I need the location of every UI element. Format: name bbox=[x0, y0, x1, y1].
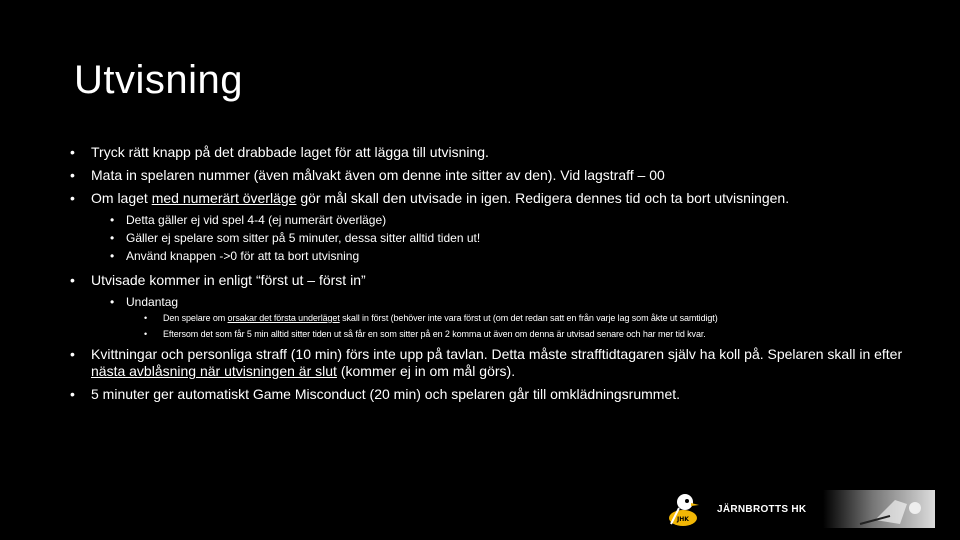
bullet-text: skall in först (behöver inte vara först ut (om det redan satt en från varje lag som åkte ut samtidigt) bbox=[339, 313, 718, 323]
slide-title: Utvisning bbox=[74, 58, 244, 102]
bullet-team-scores bbox=[70, 190, 910, 207]
bullet-text: gör mål skall den utvisade in igen. Redigera dennes tid och ta bort utvisningen. bbox=[296, 190, 790, 206]
svg-text:JHK: JHK bbox=[677, 516, 689, 523]
hockey-photo bbox=[855, 490, 935, 528]
sub-bullet: • Gäller ej spelare som sitter på 5 minuter, dessa sitter alltid tiden ut! bbox=[110, 231, 910, 246]
sub-bullet: • Använd knappen ->0 för att ta bort utvisning bbox=[110, 249, 910, 264]
underlined-text: nästa avblåsning när utvisningen är slut bbox=[91, 363, 337, 379]
bullet-text: Den spelare om bbox=[163, 313, 228, 323]
sub-bullet-exception: • Undantag bbox=[110, 295, 910, 310]
club-logo-banner bbox=[655, 490, 935, 528]
club-name: JÄRNBROTTS HK bbox=[717, 503, 807, 515]
sub-bullet: • Detta gäller ej vid spel 4-4 (ej numerärt överläge) bbox=[110, 213, 910, 228]
sub-sub-bullet: • Eftersom det som får 5 min alltid sitter tiden ut så får en som sitter på en 2 komma ut även om denna är utvisad senare och har mer tid kvar. bbox=[144, 329, 910, 340]
bullet-personal-penalties bbox=[70, 346, 910, 380]
bullet-enter-number: • Mata in spelaren nummer (även målvakt även om denne inte sitter av den). Vid lagstraff – 00 bbox=[70, 167, 910, 184]
hockey-mascot-icon bbox=[661, 490, 705, 528]
bullet-press-button: • Tryck rätt knapp på det drabbade laget för att lägga till utvisning. bbox=[70, 144, 910, 161]
bullet-first-out-first-in: • Utvisade kommer in enligt “först ut – först in” bbox=[70, 272, 910, 289]
bullet-text: (kommer ej in om mål görs). bbox=[336, 363, 516, 379]
slide-body bbox=[70, 144, 910, 409]
underlined-text: orsakar det första underläget bbox=[227, 313, 340, 323]
sub-sub-bullet bbox=[144, 313, 910, 324]
bullet-text: Kvittningar och personliga straff (10 min) förs inte upp på tavlan. Detta måste strafftidtagaren själv ha koll på. Spelaren skall in efter bbox=[91, 346, 903, 362]
bullet-text: Om laget bbox=[91, 190, 152, 206]
underlined-text: med numerärt överläge bbox=[151, 190, 297, 206]
bullet-game-misconduct: • 5 minuter ger automatiskt Game Misconduct (20 min) och spelaren går till omklädningsrummet. bbox=[70, 386, 910, 403]
